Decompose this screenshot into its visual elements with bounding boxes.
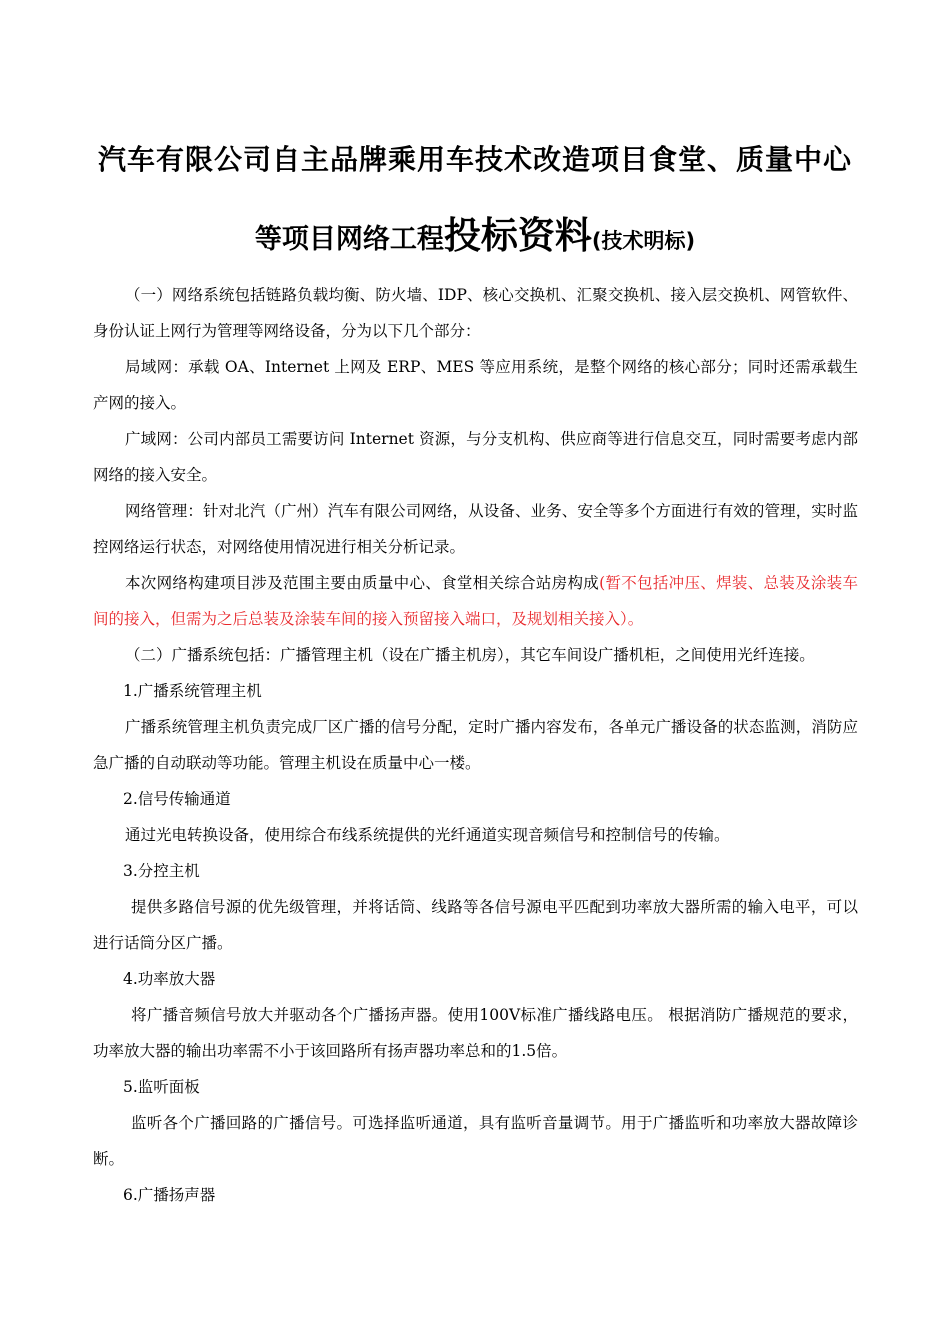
paragraph-signal-channel: 通过光电转换设备，使用综合布线系统提供的光纤通道实现音频信号和控制信号的传输。 [125, 826, 730, 844]
scope-text: 本次网络构建项目涉及范围主要由质量中心、食堂相关综合站房构成 [125, 574, 600, 592]
heading-power-amplifier: 4.功率放大器 [123, 970, 216, 988]
paragraph-sub-controller: 提供多路信号源的优先级管理，并将话筒、线路等各信号源电平匹配到功率放大器所需的输入电平，可以进行话筒分区广播。 [93, 898, 858, 952]
paragraph-network-management: 网络管理：针对北汽（广州）汽车有限公司网络，从设备、业务、安全等多个方面进行有效的管理，实时监控网络运行状态，对网络使用情况进行相关分析记录。 [93, 502, 858, 556]
document-title-line1: 汽车有限公司自主品牌乘用车技术改造项目食堂、质量中心 [97, 143, 852, 176]
heading-monitor-panel: 5.监听面板 [123, 1078, 200, 1096]
heading-signal-channel: 2.信号传输通道 [123, 790, 231, 808]
heading-speaker: 6.广播扬声器 [123, 1186, 216, 1204]
paragraph-broadcast-intro: （二）广播系统包括：广播管理主机（设在广播主机房），其它车间设广播机柜，之间使用光纤连接。 [125, 646, 815, 664]
paragraph-scope [93, 565, 858, 637]
heading-broadcast-host: 1.广播系统管理主机 [123, 682, 262, 700]
paragraph-broadcast-host: 广播系统管理主机负责完成厂区广播的信号分配，定时广播内容发布，各单元广播设备的状态监测，消防应急广播的自动联动等功能。管理主机设在质量中心一楼。 [93, 718, 858, 772]
paragraph-wan: 广域网：公司内部员工需要访问 Internet 资源，与分支机构、供应商等进行信息交互，同时需要考虑内部网络的接入安全。 [93, 430, 858, 484]
title-tech-note: (技术明标) [591, 229, 696, 253]
paragraph-network-intro: （一）网络系统包括链路负载均衡、防火墙、IDP、核心交换机、汇聚交换机、接入层交换机、网管软件、身份认证上网行为管理等网络设备，分为以下几个部分： [93, 286, 858, 340]
paragraph-power-amplifier: 将广播音频信号放大并驱动各个广播扬声器。使用100V标准广播线路电压。 根据消防广播规范的要求，功率放大器的输出功率需不小于该回路所有扬声器功率总和的1.5倍。 [93, 1006, 858, 1060]
paragraph-monitor-panel: 监听各个广播回路的广播信号。可选择监听通道，具有监听音量调节。用于广播监听和功率放大器故障诊断。 [93, 1114, 858, 1168]
heading-sub-controller: 3.分控主机 [123, 862, 200, 880]
scope-exclusion-note: (暂不包括冲压、焊装、总装及涂装车间的接入，但需为之后总装及涂装车间的接入预留接入端口，及规划相关接入）。 [93, 574, 858, 628]
document-body [93, 277, 858, 1213]
title-bid-materials: 投标资料 [443, 214, 592, 257]
document-title-line2 [0, 210, 950, 269]
title-project-name: 等项目网络工程 [254, 224, 444, 255]
paragraph-lan: 局域网：承载 OA、Internet 上网及 ERP、MES 等应用系统，是整个网络的核心部分；同时还需承载生产网的接入。 [93, 358, 858, 412]
